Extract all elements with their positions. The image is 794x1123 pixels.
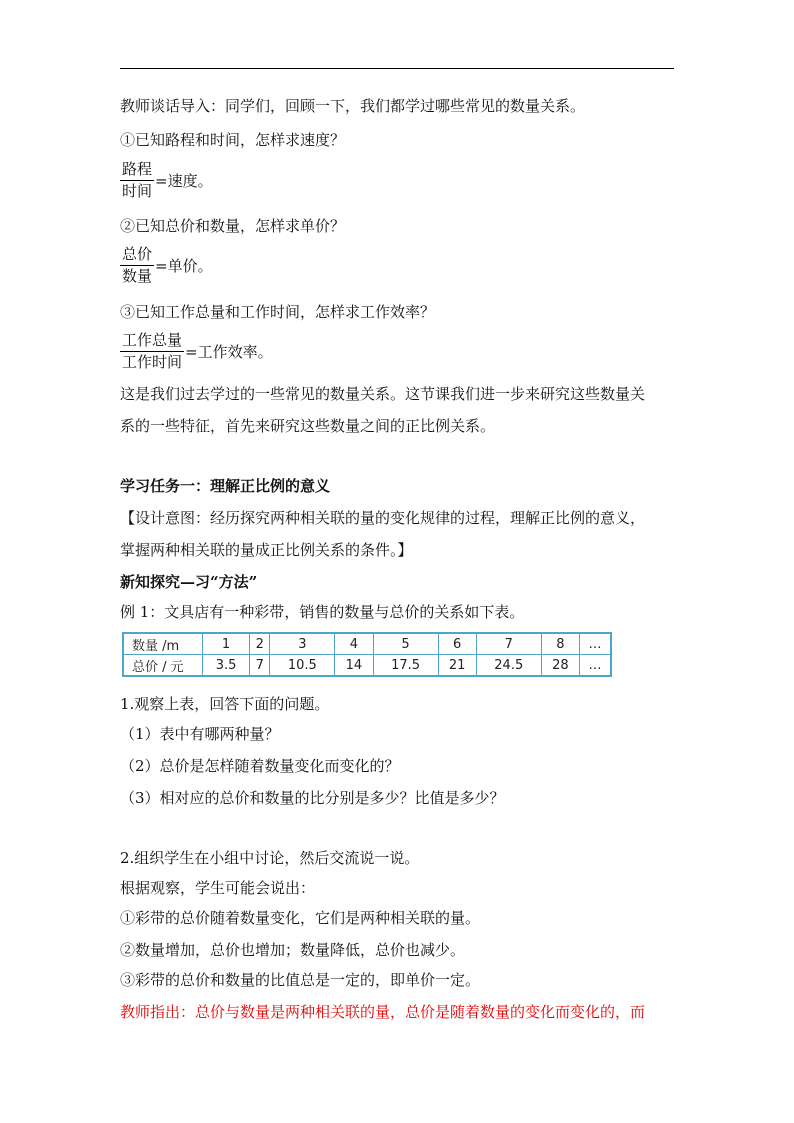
discuss-text: 2.组织学生在小组中讨论，然后交流说一说。 — [120, 849, 420, 867]
fraction-numerator: 总价 — [120, 245, 154, 266]
table-cell: 7 — [250, 655, 270, 677]
fraction-denominator: 数量 — [122, 267, 153, 285]
table-row — [123, 655, 611, 677]
price-table — [122, 632, 612, 677]
question-speed: ①已知路程和时间，怎样求速度？ — [120, 131, 346, 149]
table-cell: … — [579, 633, 611, 655]
table-row — [123, 633, 611, 655]
sub-question-2: （2）总价是怎样随着数量变化而变化的？ — [120, 757, 400, 775]
table-cell: 1 — [203, 633, 250, 655]
fraction-numerator: 工作总量 — [120, 331, 184, 352]
answer-1: ①彩带的总价随着数量变化，它们是两种相关联的量。 — [120, 909, 481, 927]
teacher-point: 教师指出：总价与数量是两种相关联的量，总价是随着数量的变化而变化的，而 — [120, 1003, 646, 1021]
summary-line-1: 这是我们过去学过的一些常见的数量关系。这节课我们进一步来研究这些数量关 — [120, 385, 646, 403]
answer-2: ②数量增加，总价也增加；数量降低，总价也减少。 — [120, 941, 466, 959]
table-cell: … — [579, 655, 611, 677]
table-cell: 2 — [250, 633, 270, 655]
question-unit-price: ②已知总价和数量，怎样求单价？ — [120, 217, 346, 235]
formula-efficiency — [120, 331, 273, 372]
observe-text: 1.观察上表，回答下面的问题。 — [120, 695, 330, 713]
table-cell: 7 — [476, 633, 541, 655]
formula-result: =单价。 — [155, 257, 213, 275]
header-rule — [120, 68, 674, 69]
table-cell: 10.5 — [270, 655, 335, 677]
design-intent-line-1: 【设计意图：经历探究两种相关联的量的变化规律的过程，理解正比例的意义， — [120, 509, 646, 527]
formula-unit-price — [120, 245, 213, 286]
formula-result: =速度。 — [155, 172, 213, 190]
sub-question-3: （3）相对应的总价和数量的比分别是多少？比值是多少？ — [120, 789, 505, 807]
formula-speed — [120, 160, 213, 201]
table-cell: 5 — [373, 633, 438, 655]
design-intent-line-2: 掌握两种相关联的量成正比例关系的条件。】 — [120, 541, 413, 559]
task-title: 学习任务一：理解正比例的意义 — [120, 477, 331, 495]
question-efficiency: ③已知工作总量和工作时间，怎样求工作效率？ — [120, 303, 436, 321]
observe-say-text: 根据观察，学生可能会说出： — [120, 879, 316, 897]
table-cell: 8 — [541, 633, 579, 655]
table-cell: 3 — [270, 633, 335, 655]
explore-title: 新知探究—习“方法” — [120, 573, 258, 591]
table-cell: 17.5 — [373, 655, 438, 677]
table-cell: 14 — [335, 655, 373, 677]
example-text: 例 1：文具店有一种彩带，销售的数量与总价的关系如下表。 — [120, 603, 525, 621]
summary-line-2: 系的一些特征，首先来研究这些数量之间的正比例关系。 — [120, 417, 496, 435]
sub-question-1: （1）表中有哪两种量？ — [120, 725, 280, 743]
answer-3: ③彩带的总价和数量的比值总是一定的，即单价一定。 — [120, 971, 481, 989]
table-cell: 6 — [438, 633, 476, 655]
table-header-quantity: 数量 /m — [123, 633, 203, 655]
fraction-denominator: 时间 — [122, 182, 153, 200]
table-header-total: 总价 / 元 — [123, 655, 203, 677]
formula-result: =工作效率。 — [185, 343, 273, 361]
intro-text: 教师谈话导入：同学们，回顾一下，我们都学过哪些常见的数量关系。 — [120, 97, 586, 115]
table-cell: 3.5 — [203, 655, 250, 677]
table-cell: 28 — [541, 655, 579, 677]
table-cell: 4 — [335, 633, 373, 655]
table-cell: 21 — [438, 655, 476, 677]
fraction-denominator: 工作时间 — [122, 353, 183, 371]
table-cell: 24.5 — [476, 655, 541, 677]
fraction-numerator: 路程 — [120, 160, 154, 181]
